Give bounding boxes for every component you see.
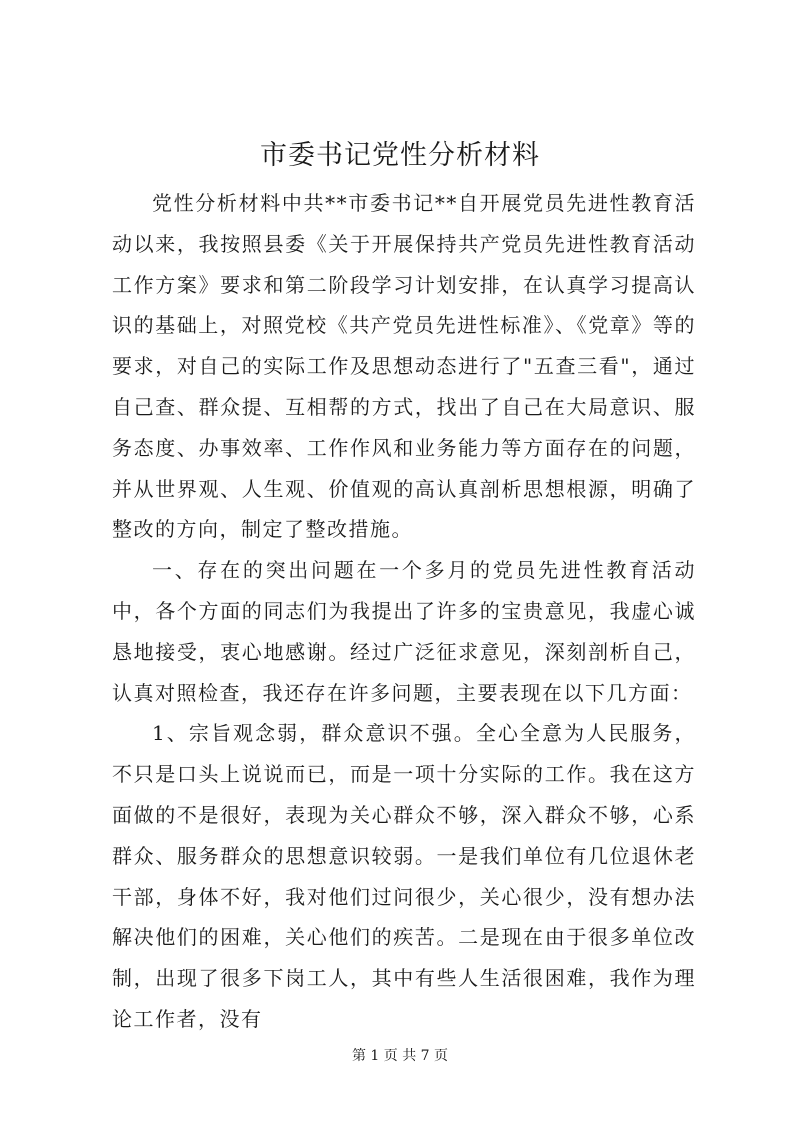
document-body <box>112 183 696 1040</box>
page-footer: 第 1 页 共 7 页 <box>351 1048 449 1064</box>
paragraph-item-one: 1、宗旨观念弱，群众意识不强。全心全意为人民服务，不只是口头上说说而已，而是一项十分实际的工作。我在这方面做的不是很好，表现为关心群众不够，深入群众不够，心系群众、服务群众的思想意识较弱。一是我们单位有几位退休老干部，身体不好，我对他们过问很少，关心很少，没有想办法解决他们的困难，关心他们的疾苦。二是现在由于很多单位改制，出现了很多下岗工人，其中有些人生活很困难，我作为理论工作者，没有 <box>112 721 696 1031</box>
document-title: 市委书记党性分析材料 <box>260 140 540 171</box>
paragraph-intro: 党性分析材料中共**市委书记**自开展党员先进性教育活动以来，我按照县委《关于开展保持共产党员先进性教育活动工作方案》要求和第二阶段学习计划安排，在认真学习提高认识的基础上，对照党校《共产党员先进性标准》、《党章》等的要求，对自己的实际工作及思想动态进行了"五查三看"，通过自己查、群众提、互相帮的方式，找出了自己在大局意识、服务态度、办事效率、工作作风和业务能力等方面存在的问题，并从世界观、人生观、价值观的高认真剖析思想根源，明确了整改的方向，制定了整改措施。 <box>112 191 696 542</box>
paragraph-section-one: 一、存在的突出问题在一个多月的党员先进性教育活动中，各个方面的同志们为我提出了许多的宝贵意见，我虚心诚恳地接受，衷心地感谢。经过广泛征求意见，深刻剖析自己，认真对照检查，我还存在许多问题，主要表现在以下几方面： <box>112 558 696 705</box>
